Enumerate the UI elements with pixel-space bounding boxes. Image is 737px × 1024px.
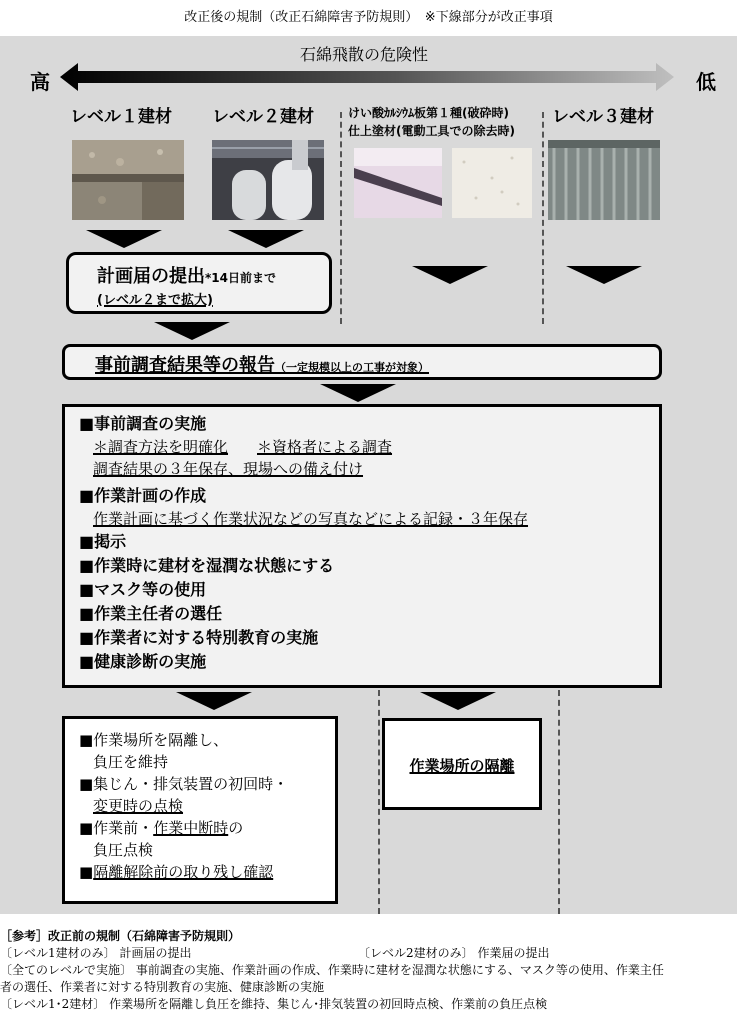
work-plan-record-note: 作業計画に基づく作業状況などの写真などによる記録・３年保存 [93,510,529,528]
isolation-item-1-cont: 負圧を維持 [93,753,169,771]
common-measures-box [62,404,662,688]
risk-axis-label: 石綿飛散の危険性 [300,45,429,64]
calcium-board-photo [354,148,442,218]
level1-material-photo [72,140,184,220]
isolation-item-3: ■作業前・作業中断時の [79,819,244,837]
survey-report-box [62,344,662,380]
isolation-measures-box [62,716,338,904]
down-arrow-icon [320,384,396,402]
down-arrow-icon [420,692,496,710]
plan-notification-title: 計画届の提出 [97,266,205,287]
measure-health-check: ■健康診断の実施 [79,652,207,671]
column-divider [542,112,544,324]
down-arrow-icon [412,266,488,284]
risk-high-label: 高 [30,70,50,94]
measure-posting: ■掲示 [79,532,127,551]
down-arrow-icon [176,692,252,710]
column-divider [558,690,560,914]
level3-heading: レベル３建材 [552,107,654,127]
finish-coating-heading: 仕上塗材(電動工具での除去時) [348,124,515,138]
column-divider [340,112,342,324]
survey-report-title: 事前調査結果等の報告 [95,355,275,376]
reference-notes [0,928,737,1013]
down-arrow-icon [86,230,162,248]
level2-material-photo [212,140,324,220]
plan-scope-expansion: (レベル２まで拡大) [97,293,213,308]
work-area-isolation-box [382,718,542,810]
measure-work-plan: ■作業計画の作成 [79,486,207,505]
reference-title: ［参考］改正前の規制（石綿障害予防規則） [0,929,241,943]
down-arrow-icon [154,322,230,340]
down-arrow-icon [566,266,642,284]
column-divider [378,690,380,914]
isolation-item-1: ■作業場所を隔離し、 [79,731,229,749]
reference-line-3: 者の選任、作業者に対する特別教育の実施、健康診断の実施 [0,980,325,994]
risk-arrow [60,60,680,94]
survey-retention-note: 調査結果の３年保存、現場への備え付け [93,460,364,478]
measure-wet-material: ■作業時に建材を湿潤な状態にする [79,556,335,575]
measure-mask: ■マスク等の使用 [79,580,207,599]
isolation-item-3-cont: 負圧点検 [93,841,154,859]
level1-heading: レベル１建材 [70,107,172,127]
level3-material-photo [548,140,660,220]
finish-coating-photo [452,148,532,218]
plan-notification-box [66,252,332,314]
page-title: 改正後の規制（改正石綿障害予防規則） ※下線部分が改正事項 [184,10,553,25]
level2-heading: レベル２建材 [212,107,314,127]
measure-chief: ■作業主任者の選任 [79,604,223,623]
survey-qualified-note: ＊資格者による調査 [257,438,393,456]
reference-line-4: 〔レベル1･2建材〕 作業場所を隔離し負圧を維持、集じん･排気装置の初回時点検、作業前の負圧点検 [0,997,548,1011]
survey-method-note: ＊調査方法を明確化 [93,438,229,456]
calcium-board-heading: けい酸ｶﾙｼｳﾑ板第１種(破砕時) [348,106,509,120]
reference-line-2: 〔全てのレベルで実施〕 事前調査の実施、作業計画の作成、作業時に建材を湿潤な状態にする、マスク等の使用、作業主任 [0,963,664,977]
measure-survey: ■事前調査の実施 [79,414,207,433]
risk-low-label: 低 [696,70,716,94]
measure-education: ■作業者に対する特別教育の実施 [79,628,319,647]
isolation-item-2: ■集じん・排気装置の初回時・ [79,775,289,793]
work-area-isolation-label: 作業場所の隔離 [409,757,515,775]
isolation-item-2-cont: 変更時の点検 [93,797,184,815]
survey-report-note: （一定規模以上の工事が対象） [275,361,429,374]
isolation-item-4: ■隔離解除前の取り残し確認 [79,863,274,881]
down-arrow-icon [228,230,304,248]
reference-line-1: 〔レベル1建材のみ〕 計画届の提出 〔レベル2建材のみ〕 作業届の提出 [0,946,550,960]
plan-deadline-note: *14日前まで [205,271,276,285]
